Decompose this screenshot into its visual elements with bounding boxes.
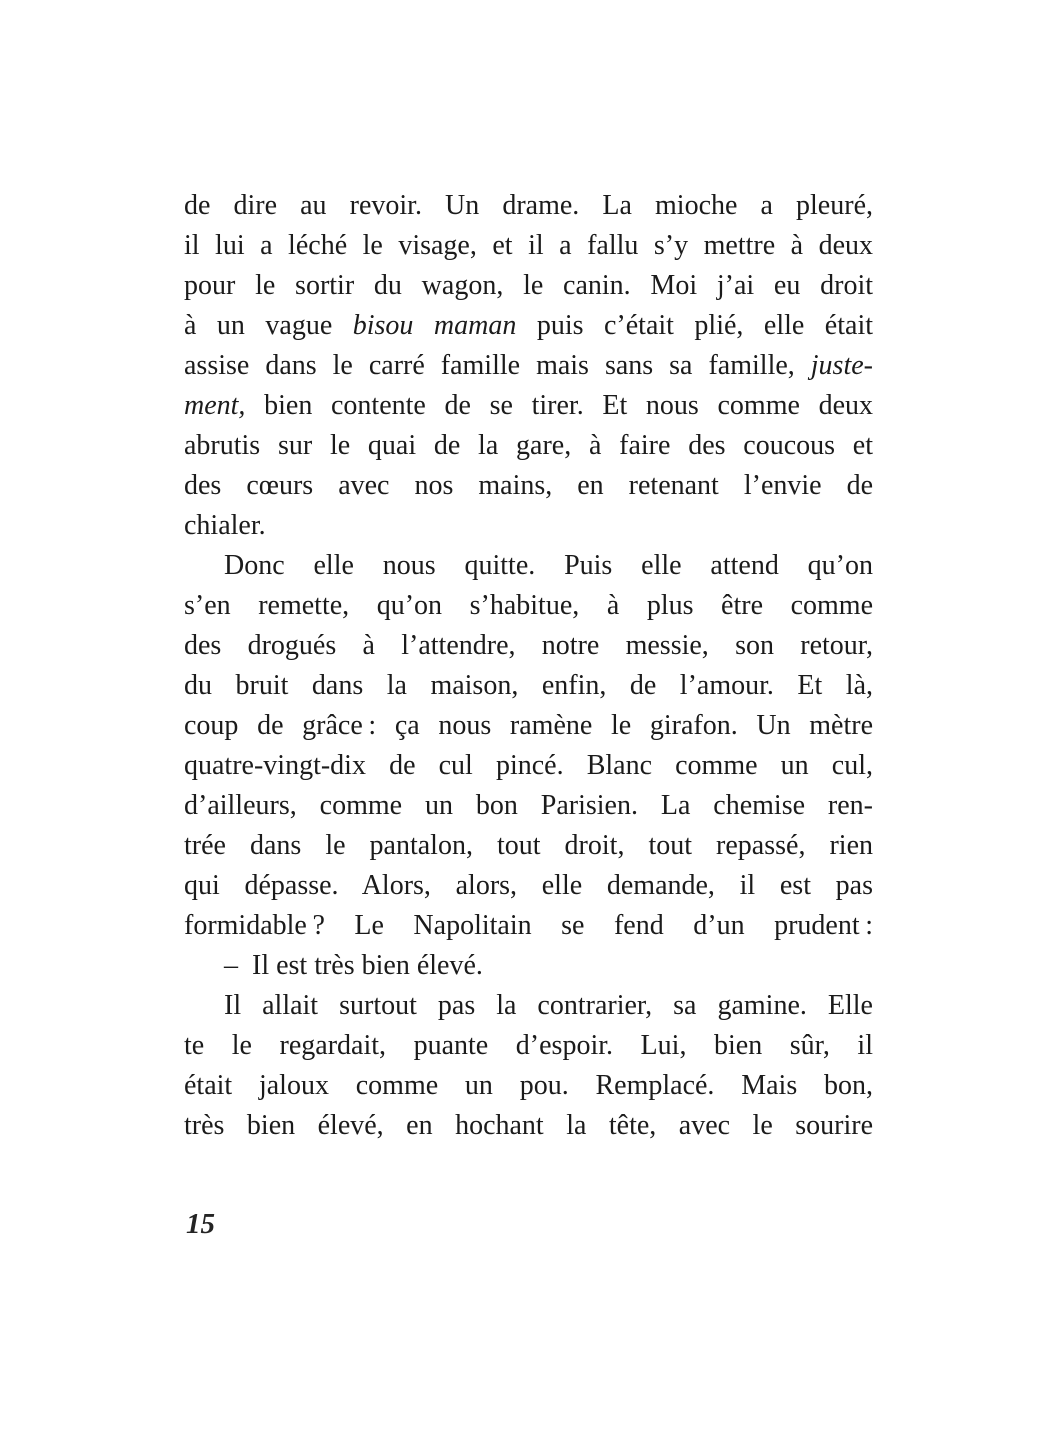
text-segment: Donc elle nous quitte. Puis elle attend qu’on <box>224 550 873 581</box>
text-line <box>184 426 873 466</box>
text-segment: des drogués à l’attendre, notre messie, son retour, <box>184 630 873 661</box>
text-line <box>184 946 873 986</box>
text-line <box>184 506 873 546</box>
text-line <box>184 826 873 866</box>
text-segment: trée dans le pantalon, tout droit, tout repassé, rien <box>184 830 873 861</box>
text-segment: assise dans le carré famille mais sans sa famille, <box>184 350 811 381</box>
text-segment: Il allait surtout pas la contrarier, sa gamine. Elle <box>224 990 873 1021</box>
text-segment: qui dépasse. Alors, alors, elle demande, il est pas <box>184 870 873 901</box>
italic-text-segment: juste- <box>810 350 873 381</box>
text-segment: bien contente de se tirer. Et nous comme deux <box>245 390 873 421</box>
text-line <box>184 706 873 746</box>
text-line <box>184 626 873 666</box>
text-line <box>184 386 873 426</box>
text-line <box>184 266 873 306</box>
text-segment: de dire au revoir. Un drame. La mioche a pleuré, <box>184 190 873 221</box>
text-line <box>184 546 873 586</box>
text-segment: d’ailleurs, comme un bon Parisien. La chemise ren- <box>184 790 873 821</box>
paragraph <box>184 986 873 1146</box>
text-segment: très bien élevé, en hochant la tête, avec le sourire <box>184 1110 873 1141</box>
text-line <box>184 906 873 946</box>
text-line <box>184 466 873 506</box>
text-segment: formidable ? Le Napolitain se fend d’un prudent : <box>184 910 873 941</box>
text-line <box>184 226 873 266</box>
text-line <box>184 1106 873 1146</box>
page-number: 15 <box>186 1208 215 1240</box>
text-segment: du bruit dans la maison, enfin, de l’amour. Et là, <box>184 670 873 701</box>
text-line <box>184 746 873 786</box>
italic-text-segment: ment, <box>184 390 246 421</box>
text-line <box>184 346 873 386</box>
text-segment: quatre-vingt-dix de cul pincé. Blanc comme un cul, <box>184 750 873 781</box>
text-line <box>184 186 873 226</box>
text-line <box>184 306 873 346</box>
italic-text-segment: bisou maman <box>352 310 517 341</box>
text-line <box>184 986 873 1026</box>
text-segment: chialer. <box>184 510 266 541</box>
text-segment: te le regardait, puante d’espoir. Lui, bien sûr, il <box>184 1030 873 1061</box>
text-line <box>184 666 873 706</box>
text-segment: – Il est très bien élevé. <box>224 950 483 981</box>
text-segment: coup de grâce : ça nous ramène le girafon. Un mètre <box>184 710 873 741</box>
paragraph <box>184 546 873 946</box>
text-segment: s’en remette, qu’on s’habitue, à plus être comme <box>184 590 873 621</box>
paragraph <box>184 186 873 546</box>
paragraph <box>184 946 873 986</box>
text-segment: était jaloux comme un pou. Remplacé. Mais bon, <box>184 1070 873 1101</box>
text-segment: à un vague <box>184 310 353 341</box>
text-line <box>184 1066 873 1106</box>
text-block <box>184 186 873 1146</box>
text-segment: il lui a léché le visage, et il a fallu s’y mettre à deux <box>184 230 873 261</box>
text-line <box>184 786 873 826</box>
text-segment: puis c’était plié, elle était <box>516 310 873 341</box>
text-segment: pour le sortir du wagon, le canin. Moi j’ai eu droit <box>184 270 873 301</box>
text-line <box>184 586 873 626</box>
text-line <box>184 1026 873 1066</box>
text-segment: des cœurs avec nos mains, en retenant l’envie de <box>184 470 873 501</box>
text-line <box>184 866 873 906</box>
text-segment: abrutis sur le quai de la gare, à faire des coucous et <box>184 430 873 461</box>
